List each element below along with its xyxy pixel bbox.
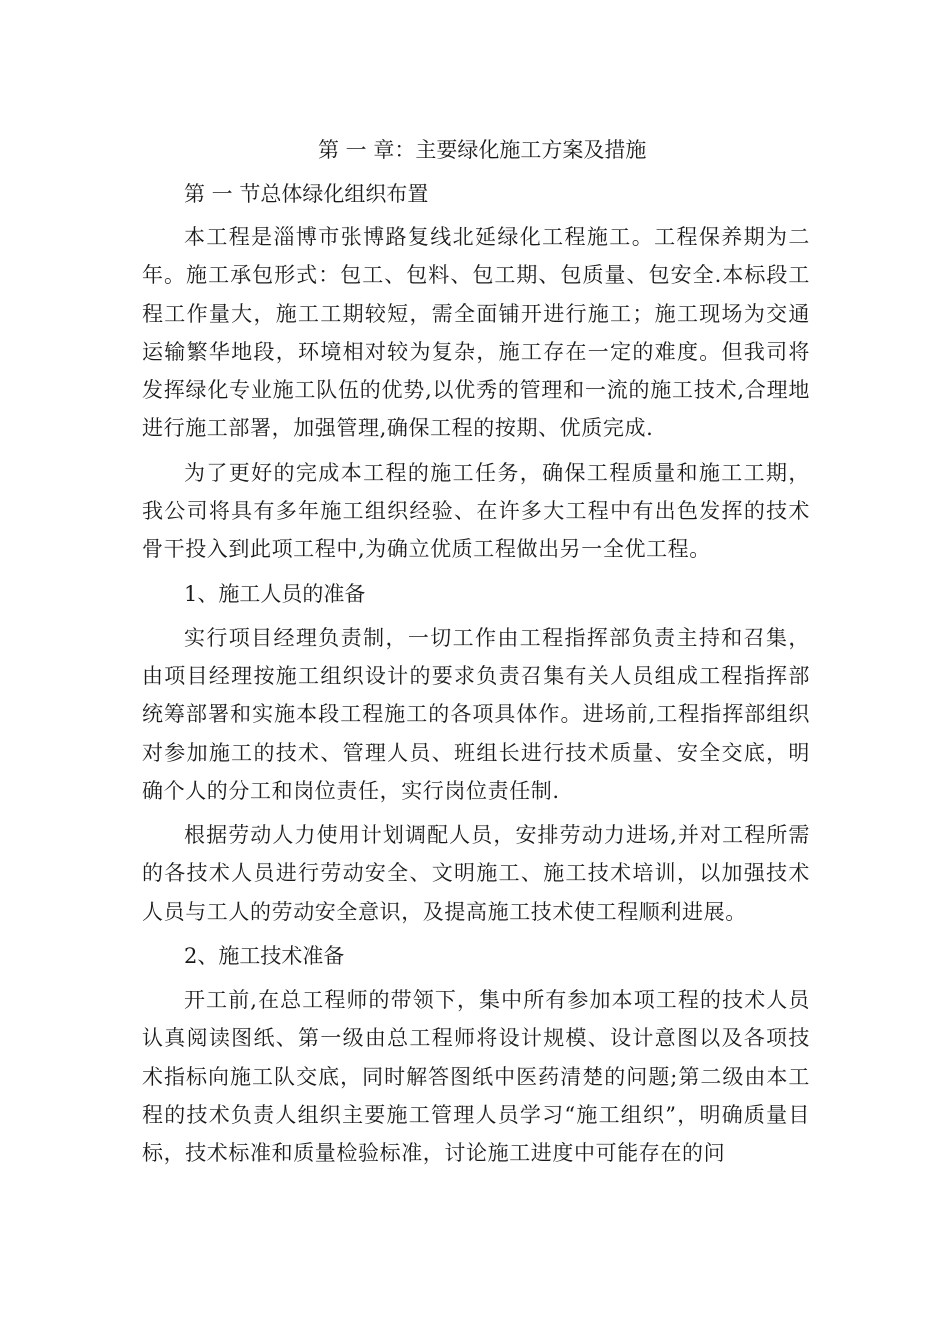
item-heading-technical: 2、施工技术准备: [184, 944, 345, 969]
paragraph-personnel-responsibility: 实行项目经理负责制，一切工作由工程指挥部负责主持和召集，由项目经理按施工组织设计的要求负责召集有关人员组成工程指挥部统筹部署和实施本段工程施工的各项具体作。进场前,工程指挥部组织对参加施工的技术、管理人员、班组长进行技术质量、安全交底，明确个人的分工和岗位责任，实行岗位责任制.: [142, 625, 810, 803]
paragraph-technical-briefing: 开工前,在总工程师的带领下，集中所有参加本项工程的技术人员认真阅读图纸、第一级由总工程师将设计规模、设计意图以及各项技术指标向施工队交底，同时解答图纸中医药清楚的问题;第二级由本工程的技术负责人组织主要施工管理人员学习“施工组织”，明确质量目标，技术标准和质量检验标准，讨论施工进度中可能存在的问: [142, 988, 810, 1166]
paragraph-task-commitment: 为了更好的完成本工程的施工任务，确保工程质量和施工工期，我公司将具有多年施工组织经验、在许多大工程中有出色发挥的技术骨干投入到此项工程中,为确立优质工程做出另一全优工程。: [142, 460, 810, 562]
section-title: 第 一 节总体绿化组织布置: [184, 182, 429, 206]
chapter-title: 第 一 章：主要绿化施工方案及措施: [318, 138, 647, 162]
paragraph-project-overview: 本工程是淄博市张博路复线北延绿化工程施工。工程保养期为二年。施工承包形式：包工、包料、包工期、包质量、包安全.本标段工程工作量大，施工工期较短，需全面铺开进行施工；施工现场为交通运输繁华地段，环境相对较为复杂，施工存在一定的难度。但我司将发挥绿化专业施工队伍的优势,以优秀的管理和一流的施工技术,合理地进行施工部署，加强管理,确保工程的按期、优质完成.: [142, 225, 810, 441]
paragraph-personnel-training: 根据劳动人力使用计划调配人员，安排劳动力进场,并对工程所需的各技术人员进行劳动安全、文明施工、施工技术培训，以加强技术人员与工人的劳动安全意识，及提高施工技术使工程顺利进展。: [142, 823, 810, 924]
document-body: [142, 128, 810, 1173]
item-heading-personnel: 1、施工人员的准备: [184, 581, 366, 606]
